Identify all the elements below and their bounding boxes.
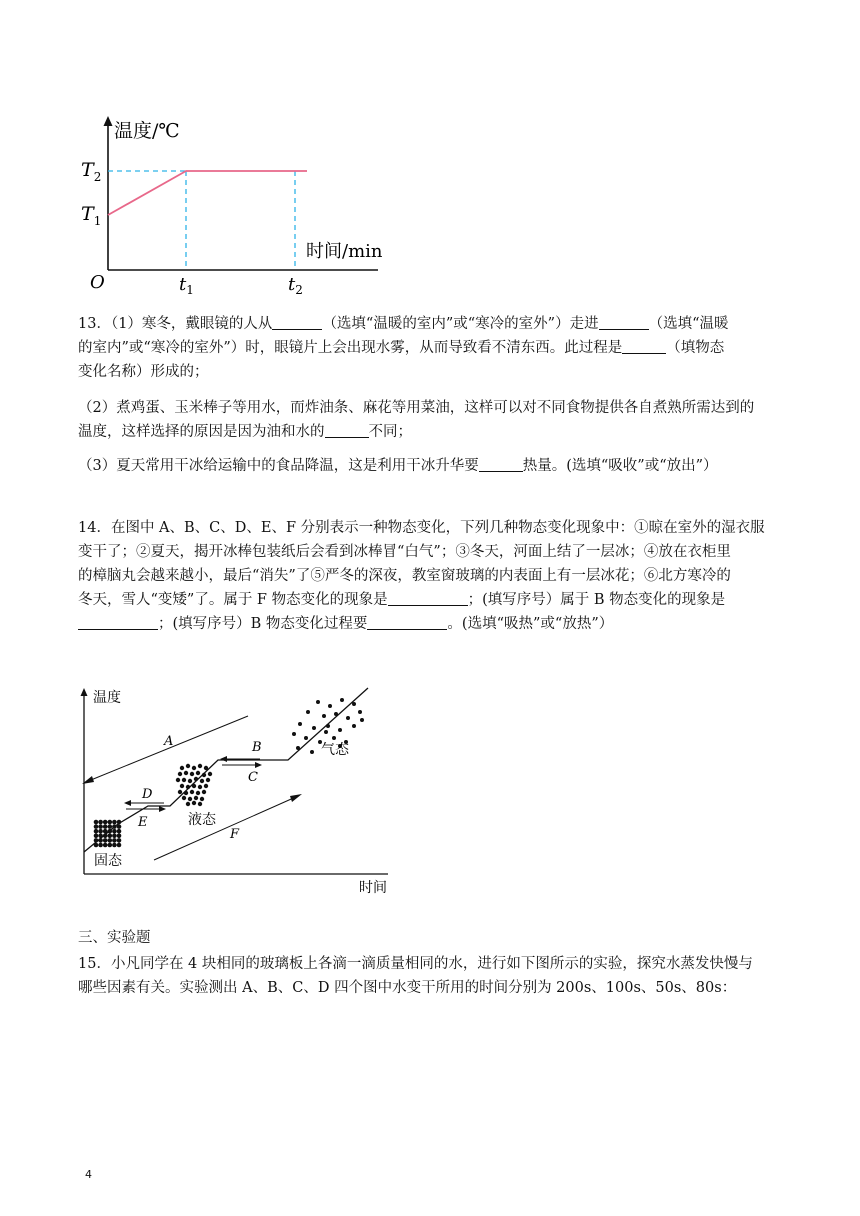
arrow-A — [86, 716, 248, 782]
liquid-particle — [194, 796, 198, 800]
q14-text: 冬天，雪人“变矮”了。属于 F 物态变化的现象是 — [78, 592, 388, 608]
solid-particle — [112, 838, 117, 843]
liquid-particle — [186, 802, 190, 806]
arrow-C-head — [255, 762, 262, 768]
liquid-particle — [196, 771, 200, 775]
liquid-particle — [206, 778, 210, 782]
liquid-particle — [196, 791, 200, 795]
q15-line-1: 15．小凡同学在 4 块相同的玻璃板上各滴一滴质量相同的水，进行如下图所示的实验，探究水蒸发快慢与 — [78, 956, 753, 972]
q13-part2-line-2 — [78, 420, 784, 444]
q14-line-2: 变干了；②夏天，揭开冰棒包装纸后会看到冰棒冒“白气”；③冬天，河面上结了一层冰；④放在衣柜里 — [78, 544, 731, 560]
gas-particle — [298, 722, 302, 726]
solid-particle — [98, 838, 103, 843]
q14-text: ；(填写序号）B 物态变化过程要 — [158, 616, 368, 632]
liquid-particle — [182, 796, 186, 800]
gas-particle — [332, 736, 336, 740]
T2-label: $T_2$ — [81, 159, 102, 184]
q13-text: 热量。(选填“吸收”或“放出”） — [522, 458, 718, 474]
arrow-F-head — [290, 794, 302, 802]
solid-particle — [117, 824, 122, 829]
question-15 — [78, 952, 784, 1000]
origin-label: O — [90, 272, 105, 293]
solid-particle — [98, 834, 103, 839]
gas-particle — [352, 702, 356, 706]
liquid-particle — [192, 766, 196, 770]
temperature-time-graph-svg — [78, 112, 398, 296]
gas-particle — [312, 726, 316, 730]
liquid-particle — [192, 801, 196, 805]
gas-particle — [328, 704, 332, 708]
solid-particle — [103, 820, 108, 825]
q14-text: 。(选填“吸热”或“放热”） — [447, 616, 614, 632]
gas-particle — [334, 712, 338, 716]
answer-blank[interactable] — [78, 614, 158, 630]
solid-particle — [98, 820, 103, 825]
state-change-diagram-svg — [78, 684, 398, 900]
answer-blank[interactable] — [388, 590, 468, 606]
q13-text: 13．（1）寒冬，戴眼镜的人从 — [78, 316, 273, 332]
solid-particle — [108, 843, 113, 848]
solid-particle — [98, 843, 103, 848]
liquid-particle — [192, 784, 196, 788]
q13-part2-line-1: （2）煮鸡蛋、玉米棒子等用水，而炸油条、麻花等用菜油，这样可以对不同食物提供各自煮熟所需达到的 — [78, 400, 755, 416]
solid-particle — [117, 843, 122, 848]
gas-particle — [326, 724, 330, 728]
label-D: D — [142, 787, 153, 802]
page-number: 4 — [85, 1168, 92, 1181]
y-axis-label: 温度 — [93, 690, 121, 706]
liquid-particle — [184, 791, 188, 795]
q14-text: ；(填写序号）属于 B 物态变化的现象是 — [467, 592, 726, 608]
x-axis-label: 时间/min — [306, 241, 383, 262]
answer-blank[interactable] — [367, 614, 447, 630]
state-change-diagram — [78, 684, 398, 900]
solid-particle — [117, 820, 122, 825]
solid-particle — [94, 838, 99, 843]
liquid-particle — [186, 785, 190, 789]
solid-particle — [108, 838, 113, 843]
solid-particle — [98, 824, 103, 829]
solid-particle — [103, 834, 108, 839]
gas-particle — [322, 714, 326, 718]
liquid-particle — [178, 790, 182, 794]
q13-text: （3）夏天常用干冰给运输中的食品降温，这是利用干冰升华要 — [78, 458, 479, 474]
liquid-particle — [198, 802, 202, 806]
solid-particle — [108, 829, 113, 834]
liquid-particle — [178, 772, 182, 776]
liquid-particle — [176, 778, 180, 782]
solid-particle — [108, 824, 113, 829]
q13-text: （选填“温暖的室内”或“寒冷的室外”）走进 — [322, 316, 599, 332]
liquid-particle — [180, 766, 184, 770]
y-axis-label: 温度/℃ — [114, 120, 180, 142]
q14-line-4 — [78, 588, 784, 612]
solid-particle — [94, 834, 99, 839]
answer-blank[interactable] — [325, 422, 369, 438]
solid-particle — [117, 829, 122, 834]
liquid-label: 液态 — [188, 812, 216, 828]
gas-particle — [296, 746, 300, 750]
gas-particle — [310, 750, 314, 754]
liquid-particle — [184, 771, 188, 775]
answer-blank[interactable] — [272, 314, 322, 330]
solid-particle — [112, 824, 117, 829]
solid-particle — [103, 838, 108, 843]
arrow-F — [154, 796, 298, 860]
liquid-particle — [200, 797, 204, 801]
liquid-particle — [180, 784, 184, 788]
gas-particle — [306, 710, 310, 714]
gas-particle — [346, 716, 350, 720]
liquid-particle — [190, 772, 194, 776]
answer-blank[interactable] — [599, 314, 649, 330]
q13-line-1 — [78, 312, 784, 336]
section-title: 三、实验题 — [78, 930, 151, 946]
q13-text: 的室内”或“寒冷的室外”）时，眼镜片上会出现水雾，从而导致看不清东西。此过程是 — [78, 340, 623, 356]
gas-particle — [360, 718, 364, 722]
q13-text: （选填“温暖 — [648, 316, 729, 332]
liquid-particle — [190, 790, 194, 794]
q13-text: 不同； — [368, 424, 412, 440]
solid-particles — [94, 820, 122, 848]
question-14 — [78, 516, 784, 636]
answer-blank[interactable] — [622, 338, 666, 354]
q13-part3-line — [78, 454, 784, 478]
solid-label: 固态 — [94, 853, 122, 869]
liquid-particle — [200, 779, 204, 783]
liquid-particle — [202, 790, 206, 794]
answer-blank[interactable] — [479, 456, 523, 472]
solid-particle — [112, 820, 117, 825]
solid-particle — [103, 824, 108, 829]
solid-particle — [108, 834, 113, 839]
solid-particle — [94, 843, 99, 848]
gas-particle — [358, 710, 362, 714]
gas-particle — [304, 736, 308, 740]
gas-particle — [338, 728, 342, 732]
gas-particle — [340, 698, 344, 702]
liquid-particle — [198, 764, 202, 768]
liquid-particle — [204, 766, 208, 770]
label-A: A — [164, 734, 174, 749]
gas-label: 气态 — [321, 742, 349, 758]
gas-particle — [292, 732, 296, 736]
liquid-particle — [208, 772, 212, 776]
solid-particle — [117, 838, 122, 843]
solid-particle — [94, 820, 99, 825]
liquid-particle — [204, 784, 208, 788]
solid-particle — [103, 829, 108, 834]
liquid-particle — [202, 773, 206, 777]
liquid-particle — [188, 779, 192, 783]
arrow-E-head — [159, 806, 166, 812]
label-F: F — [230, 827, 240, 842]
x-axis-label: 时间 — [359, 880, 387, 896]
q14-line-5 — [78, 612, 784, 636]
label-E: E — [138, 815, 148, 830]
q13-line-3: 变化名称）形成的； — [78, 364, 209, 380]
y-axis-arrow — [81, 688, 88, 696]
t1-label: $t_1$ — [179, 274, 194, 296]
gas-particle — [324, 730, 328, 734]
solid-particle — [98, 829, 103, 834]
label-B: B — [252, 740, 262, 755]
q13-text: （填物态 — [666, 340, 725, 356]
arrow-D-head — [124, 800, 131, 806]
temperature-time-graph — [78, 112, 398, 296]
solid-particle — [112, 834, 117, 839]
q13-line-2 — [78, 336, 784, 360]
solid-particle — [112, 843, 117, 848]
q14-line-1: 14．在图中 A、B、C、D、E、F 分别表示一种物态变化，下列几种物态变化现象中：①晾在室外的湿衣服 — [78, 520, 765, 536]
gas-particle — [352, 724, 356, 728]
solid-particle — [108, 820, 113, 825]
solid-particle — [103, 843, 108, 848]
q13-text: 温度，这样选择的原因是因为油和水的 — [78, 424, 325, 440]
arrow-B-head — [220, 756, 227, 762]
solid-particle — [94, 824, 99, 829]
q15-line-2: 哪些因素有关。实验测出 A、B、C、D 四个图中水变干所用的时间分别为 200s、100s、50s、80s： — [78, 980, 737, 996]
liquid-particle — [198, 785, 202, 789]
label-C: C — [248, 770, 258, 785]
T1-label: $T_1$ — [81, 203, 102, 228]
t2-label: $t_2$ — [288, 274, 303, 296]
q14-line-3: 的樟脑丸会越来越小，最后“消失”了⑤严冬的深夜，教室窗玻璃的内表面上有一层冰花；⑥北方寒冷的 — [78, 568, 731, 584]
solid-particle — [117, 834, 122, 839]
liquid-particle — [188, 797, 192, 801]
y-axis-arrow — [104, 116, 113, 126]
solid-particle — [112, 829, 117, 834]
gas-particle — [316, 700, 320, 704]
question-13 — [78, 312, 784, 478]
liquid-particle — [186, 764, 190, 768]
liquid-particle — [194, 777, 198, 781]
temperature-curve — [84, 688, 368, 852]
heating-curve — [108, 171, 307, 215]
liquid-particle — [182, 778, 186, 782]
solid-particle — [94, 829, 99, 834]
